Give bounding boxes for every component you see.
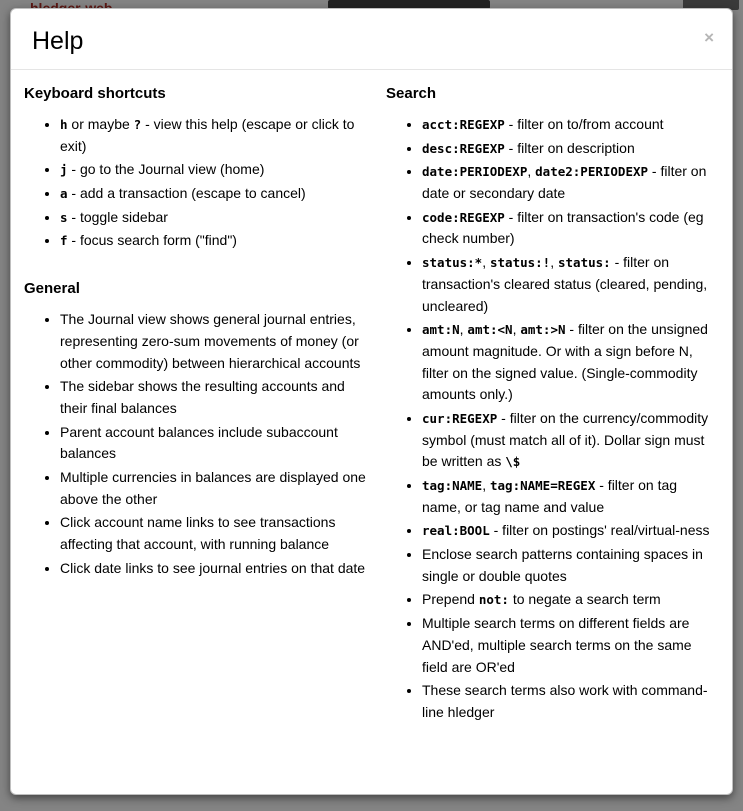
code-term: amt:N <box>422 322 460 338</box>
code-term: date2:PERIODEXP <box>535 164 649 180</box>
right-column <box>376 85 718 726</box>
search-section <box>386 85 718 724</box>
list-item: • amt:N, amt:<N, amt:>N - filter on the unsigned amount magnitude. Or with a sign before N, filter on the signed value. (Single-commodity amounts only.) <box>422 319 718 406</box>
code-term: status:! <box>490 255 551 271</box>
code-term: date:PERIODEXP <box>422 164 528 180</box>
list-item: • f - focus search form ("find") <box>60 230 368 252</box>
list-item: • desc:REGEXP - filter on description <box>422 138 718 160</box>
code-term: desc:REGEXP <box>422 140 505 156</box>
code-term: amt:>N <box>520 322 566 338</box>
list-item: • a - add a transaction (escape to cancel) <box>60 183 368 205</box>
code-term: acct:REGEXP <box>422 117 505 132</box>
code-term: code:REGEXP <box>422 209 505 225</box>
list-item: • code:REGEXP - filter on transaction's code (eg check number) <box>422 207 718 250</box>
list-item: • The sidebar shows the resulting accounts and their final balances <box>60 376 368 419</box>
list-item: • status:*, status:!, status: - filter on transaction's cleared status (cleared, pending, uncleared) <box>422 252 718 317</box>
code-term: tag:NAME <box>422 478 483 493</box>
list-item: • j - go to the Journal view (home) <box>60 159 368 181</box>
list-item: • Click date links to see journal entries on that date <box>60 558 368 580</box>
list-item: • Enclose search patterns containing spaces in single or double quotes <box>422 544 718 587</box>
list-item: • h or maybe ? - view this help (escape or click to exit) <box>60 114 368 157</box>
keyboard-shortcuts-section <box>24 85 368 252</box>
code-term: status:* <box>422 255 483 271</box>
list-item: • Click account name links to see transactions affecting that account, with running balance <box>60 512 368 555</box>
list-item: • tag:NAME, tag:NAME=REGEX - filter on tag name, or tag name and value <box>422 475 718 518</box>
keyboard-shortcuts-list <box>24 114 368 252</box>
general-list <box>24 309 368 579</box>
search-list <box>386 114 718 724</box>
code-term: s <box>60 209 68 225</box>
modal-header <box>11 9 732 70</box>
list-item: • s - toggle sidebar <box>60 207 368 229</box>
list-item: • real:BOOL - filter on postings' real/virtual-ness <box>422 520 718 542</box>
list-item: • date:PERIODEXP, date2:PERIODEXP - filter on date or secondary date <box>422 161 718 204</box>
list-item: • Prepend not: to negate a search term <box>422 589 718 611</box>
code-term: a <box>60 186 68 202</box>
modal-title: Help <box>32 27 84 55</box>
help-modal <box>10 8 733 795</box>
section-heading-search: Search <box>386 85 437 102</box>
code-term: cur:REGEXP <box>422 410 498 426</box>
close-icon[interactable]: × <box>704 28 714 47</box>
code-term: real:BOOL <box>422 523 490 539</box>
modal-body <box>11 70 732 736</box>
list-item: • Multiple currencies in balances are displayed one above the other <box>60 467 368 510</box>
list-item: • cur:REGEXP - filter on the currency/commodity symbol (must match all of it). Dollar sign must be written as \$ <box>422 408 718 473</box>
general-section <box>24 280 368 579</box>
code-term: tag:NAME=REGEX <box>490 478 596 493</box>
section-heading-general: General <box>24 280 80 298</box>
list-item: • The Journal view shows general journal entries, representing zero-sum movements of money (or other commodity) between hierarchical accounts <box>60 309 368 374</box>
code-term: j <box>60 162 68 178</box>
section-heading-keyboard-shortcuts: Keyboard shortcuts <box>24 85 166 102</box>
list-item: • Parent account balances include subaccount balances <box>60 422 368 465</box>
code-term: not: <box>478 592 509 608</box>
left-column <box>24 85 376 726</box>
list-item: • Multiple search terms on different fields are AND'ed, multiple search terms on the same field are OR'ed <box>422 613 718 678</box>
code-term: amt:<N <box>467 322 513 338</box>
code-term: f <box>60 233 68 249</box>
list-item: • acct:REGEXP - filter on to/from account <box>422 114 718 136</box>
list-item: • These search terms also work with command-line hledger <box>422 680 718 723</box>
code-term: ? <box>133 117 142 132</box>
code-term: \$ <box>505 454 521 470</box>
code-term: h <box>60 117 68 132</box>
code-term: status: <box>558 255 611 271</box>
